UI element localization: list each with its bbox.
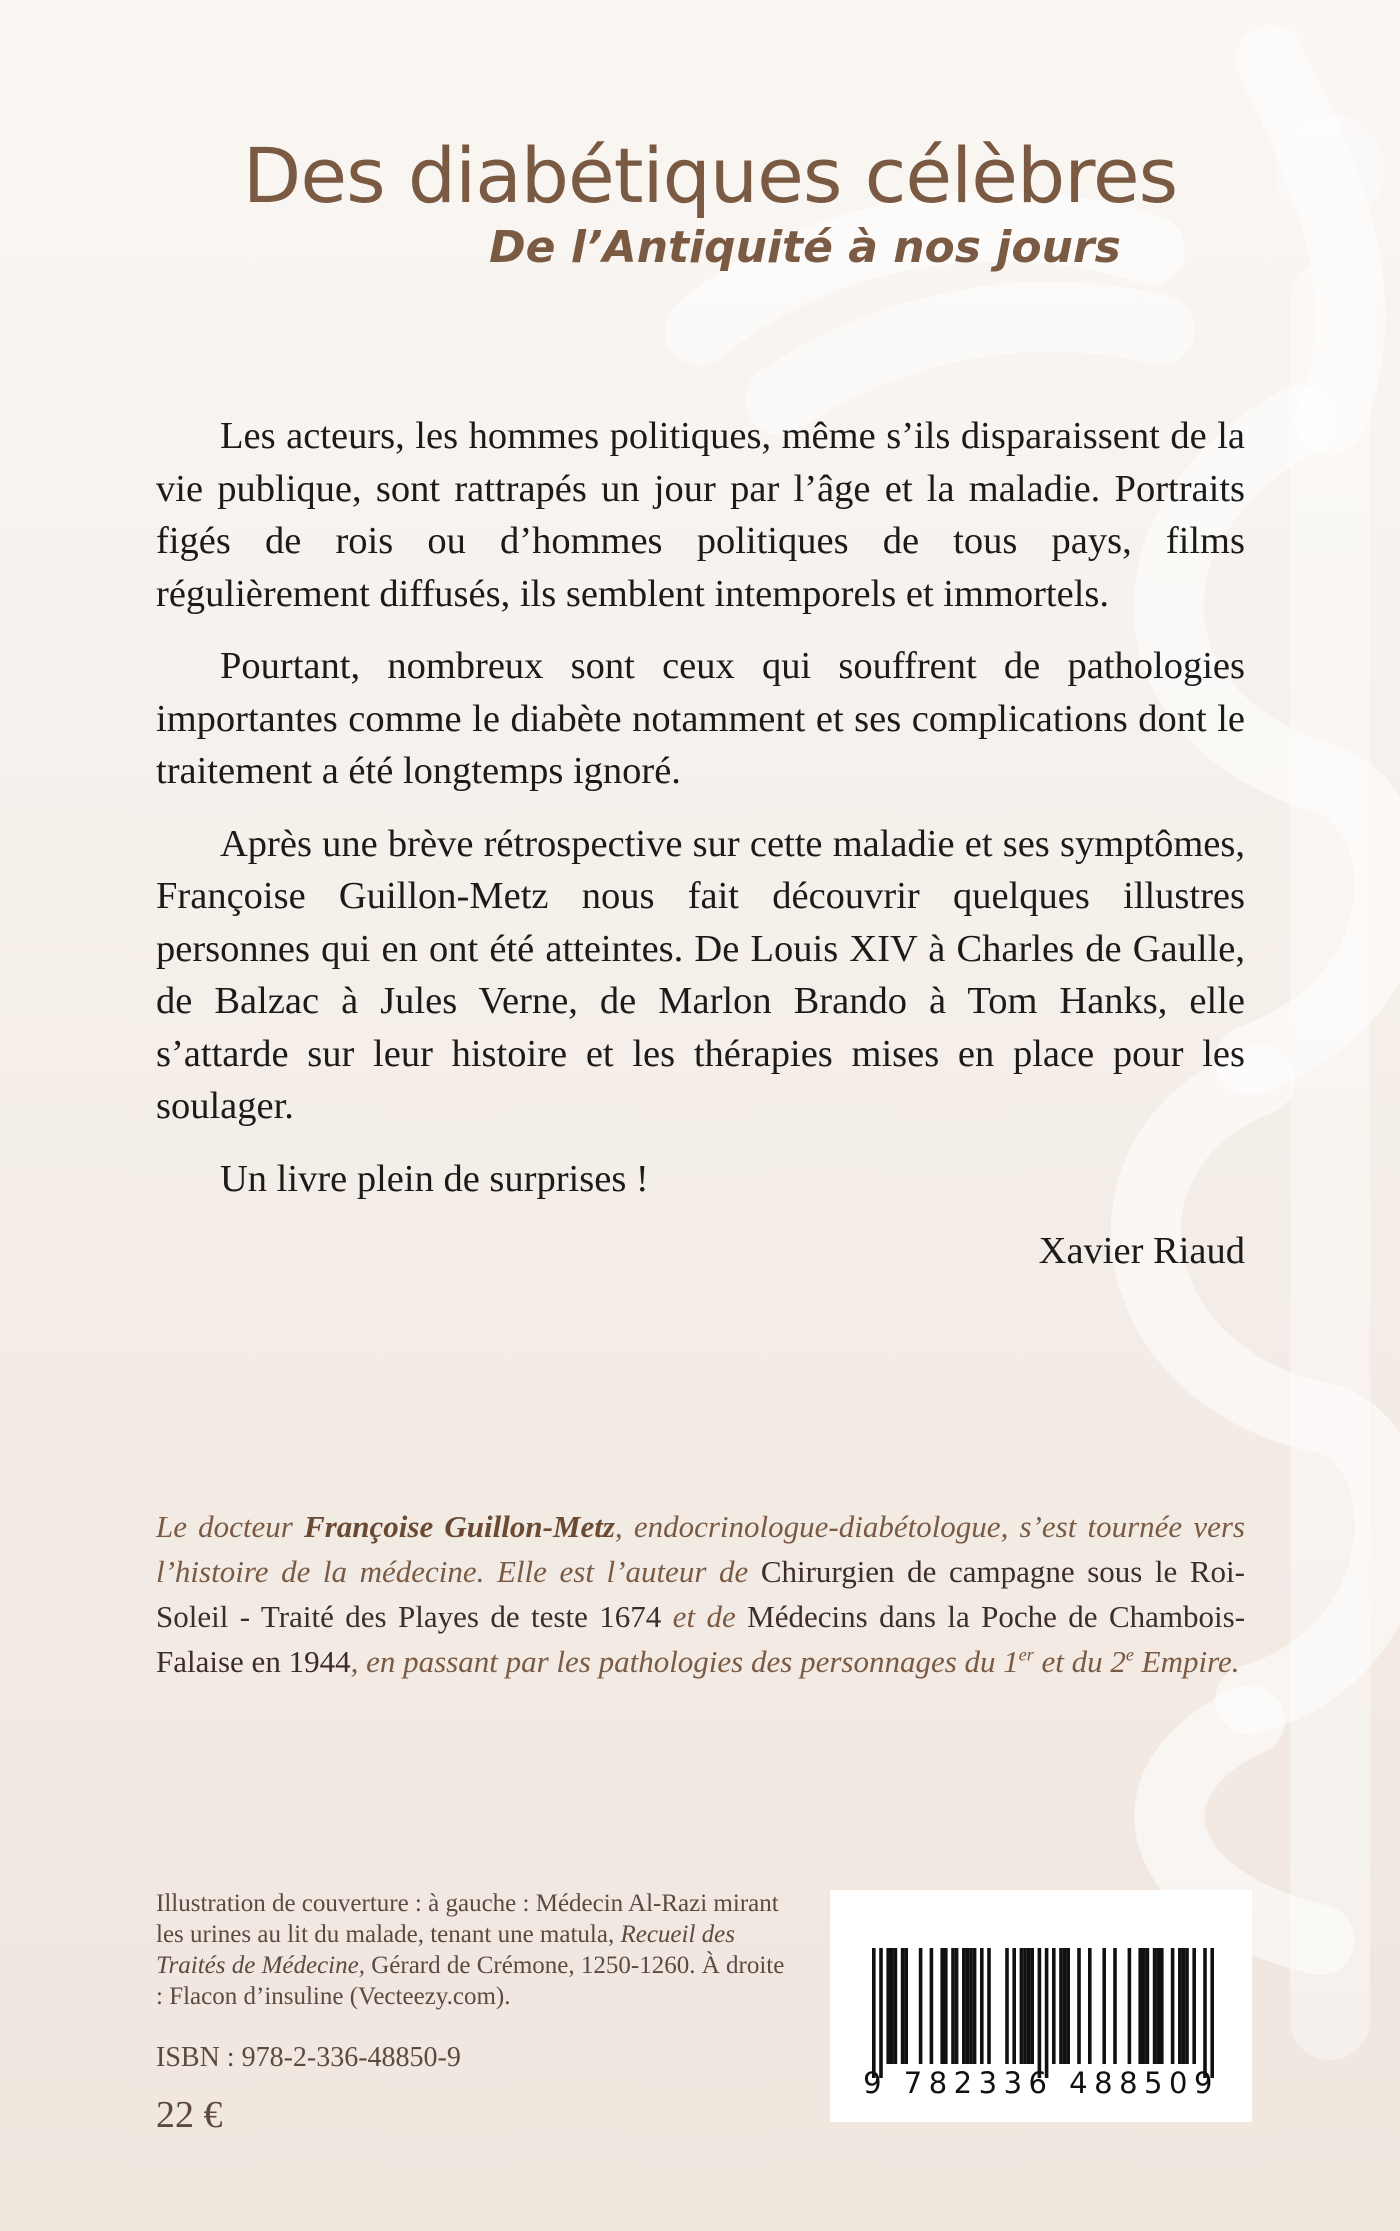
barcode-bar	[940, 1948, 944, 2064]
barcode-bar	[1059, 1948, 1063, 2064]
bio-text: Le docteur	[156, 1509, 305, 1544]
bio-ordinal	[1003, 1644, 1034, 1679]
barcode-digits: 9 782336 488509	[863, 2066, 1219, 2100]
barcode-bar	[919, 1948, 923, 2064]
barcode-bar	[1146, 1948, 1150, 2064]
bio-text: et de	[661, 1599, 748, 1634]
barcode-bar	[1171, 1948, 1175, 2064]
barcode-bar	[1113, 1948, 1117, 2064]
book-subtitle: De l’Antiquité à nos jours	[489, 222, 1121, 273]
bio-text: , en passant par les pathologies des personnages du	[350, 1644, 1004, 1679]
barcode-bar	[1088, 1948, 1092, 2064]
barcode-bar	[1142, 1948, 1146, 2064]
book-title: Des diabétiques célèbres	[242, 131, 1178, 220]
cover-illustration-credits	[156, 1888, 796, 2012]
bio-book-title: Chirurgien de campagne sous le Roi-Soleil - Traité des Playes de teste 1674	[156, 1554, 1245, 1634]
barcode-bar	[879, 1948, 883, 2078]
barcode	[830, 1890, 1252, 2122]
barcode-bar	[973, 1948, 977, 2064]
barcode-bar	[904, 1948, 908, 2064]
barcode-bar	[1077, 1948, 1081, 2064]
barcode-bar	[1203, 1948, 1207, 2078]
price: 22 €	[156, 2094, 223, 2136]
barcode-bar	[1178, 1948, 1182, 2064]
barcode-bar	[890, 1948, 894, 2064]
barcode-bar	[1192, 1948, 1196, 2064]
isbn-number: ISBN : 978-2-336-48850-9	[156, 2042, 461, 2073]
barcode-bar	[901, 1948, 905, 2064]
barcode-bar	[1005, 1948, 1009, 2064]
barcode-bar	[1182, 1948, 1186, 2064]
barcode-bar	[1066, 1948, 1070, 2064]
barcode-bar	[1045, 1948, 1049, 2078]
barcode-bar	[944, 1948, 948, 2064]
bio-text: et du	[1033, 1644, 1111, 1679]
barcode-bar	[969, 1948, 973, 2064]
barcode-bar	[894, 1948, 898, 2064]
barcode-bar	[1153, 1948, 1157, 2064]
barcode-bar	[1038, 1948, 1042, 2078]
bio-ordinal-suffix: er	[1018, 1644, 1034, 1665]
barcode-bar	[1023, 1948, 1027, 2064]
barcode-bar	[955, 1948, 959, 2064]
bio-ordinal-suffix: e	[1125, 1644, 1134, 1665]
credits-text: Illustration de couverture : à gauche : Médecin Al-Razi mirant les urines au lit du malade, tenant une matula,	[156, 1890, 779, 1948]
bio-ordinal-number: 2	[1110, 1644, 1126, 1679]
barcode-bar	[1063, 1948, 1067, 2064]
barcode-bar	[966, 1948, 970, 2064]
credits-work-title: Recueil des Traités de Médecine,	[156, 1921, 735, 1979]
barcode-bar	[987, 1948, 991, 2064]
blurb-paragraph: Les acteurs, les hommes politiques, même s’ils disparaissent de la vie publique, sont rattrapés un jour par l’âge et la maladie. Portraits figés de rois ou d’hommes politiques de tous pays, films régulièrement diffusés, ils semblent intemporels et immortels.	[156, 415, 1245, 615]
barcode-bar	[872, 1948, 876, 2078]
barcode-bar	[1102, 1948, 1106, 2064]
barcode-bar	[1052, 1948, 1056, 2064]
author-biography	[156, 1504, 1245, 1684]
barcode-bar	[1138, 1948, 1142, 2064]
bio-text: , endocrinologue-diabétologue, s’est tournée vers l’histoire de la médecine. Elle est l’auteur de	[156, 1509, 1245, 1589]
barcode-bar	[1030, 1948, 1034, 2064]
barcode-bar	[951, 1948, 955, 2064]
barcode-bar	[1128, 1948, 1132, 2064]
bio-text: Empire.	[1133, 1644, 1240, 1679]
barcode-bar	[962, 1948, 966, 2064]
bio-ordinal-number: 1	[1003, 1644, 1019, 1679]
barcode-bar	[1210, 1948, 1214, 2078]
barcode-bar	[1020, 1948, 1024, 2064]
blurb-paragraph: Pourtant, nombreux sont ceux qui souffrent de pathologies importantes comme le diabète notamment et ses complications dont le traitement a été longtemps ignoré.	[156, 645, 1245, 792]
barcode-bar	[1156, 1948, 1160, 2064]
bio-book-title: Médecins dans la Poche de Chambois-Falaise en 1944	[156, 1599, 1246, 1679]
barcode-bar	[1160, 1948, 1164, 2064]
barcode-bar	[1027, 1948, 1031, 2064]
barcode-bar	[1012, 1948, 1016, 2064]
barcode-bar	[930, 1948, 934, 2064]
barcode-bar	[980, 1948, 984, 2064]
back-cover-blurb	[156, 410, 1245, 1278]
barcode-bar	[1185, 1948, 1189, 2064]
blurb-paragraph: Un livre plein de surprises !	[220, 1157, 649, 1200]
author-name: Françoise Guillon-Metz	[304, 1509, 615, 1544]
blurb-paragraph: Après une brève rétrospective sur cette maladie et ses symptômes, Françoise Guillon-Metz nous fait découvrir quelques illustres personnes qui en ont été atteintes. De Louis XIV à Charles de Gaulle, de Balzac à Jules Verne, de Marlon Brando à Tom Hanks, elle s’attarde sur leur histoire et les thérapies mises en place pour les soulager.	[156, 822, 1245, 1127]
credits-text: Gérard de Crémone, 1250-1260. À droite : Flacon d’insuline (Vecteezy.com).	[156, 1952, 785, 2010]
bio-ordinal	[1110, 1644, 1134, 1679]
barcode-bar	[886, 1948, 890, 2064]
blurb-signature: Xavier Riaud	[1038, 1230, 1245, 1272]
